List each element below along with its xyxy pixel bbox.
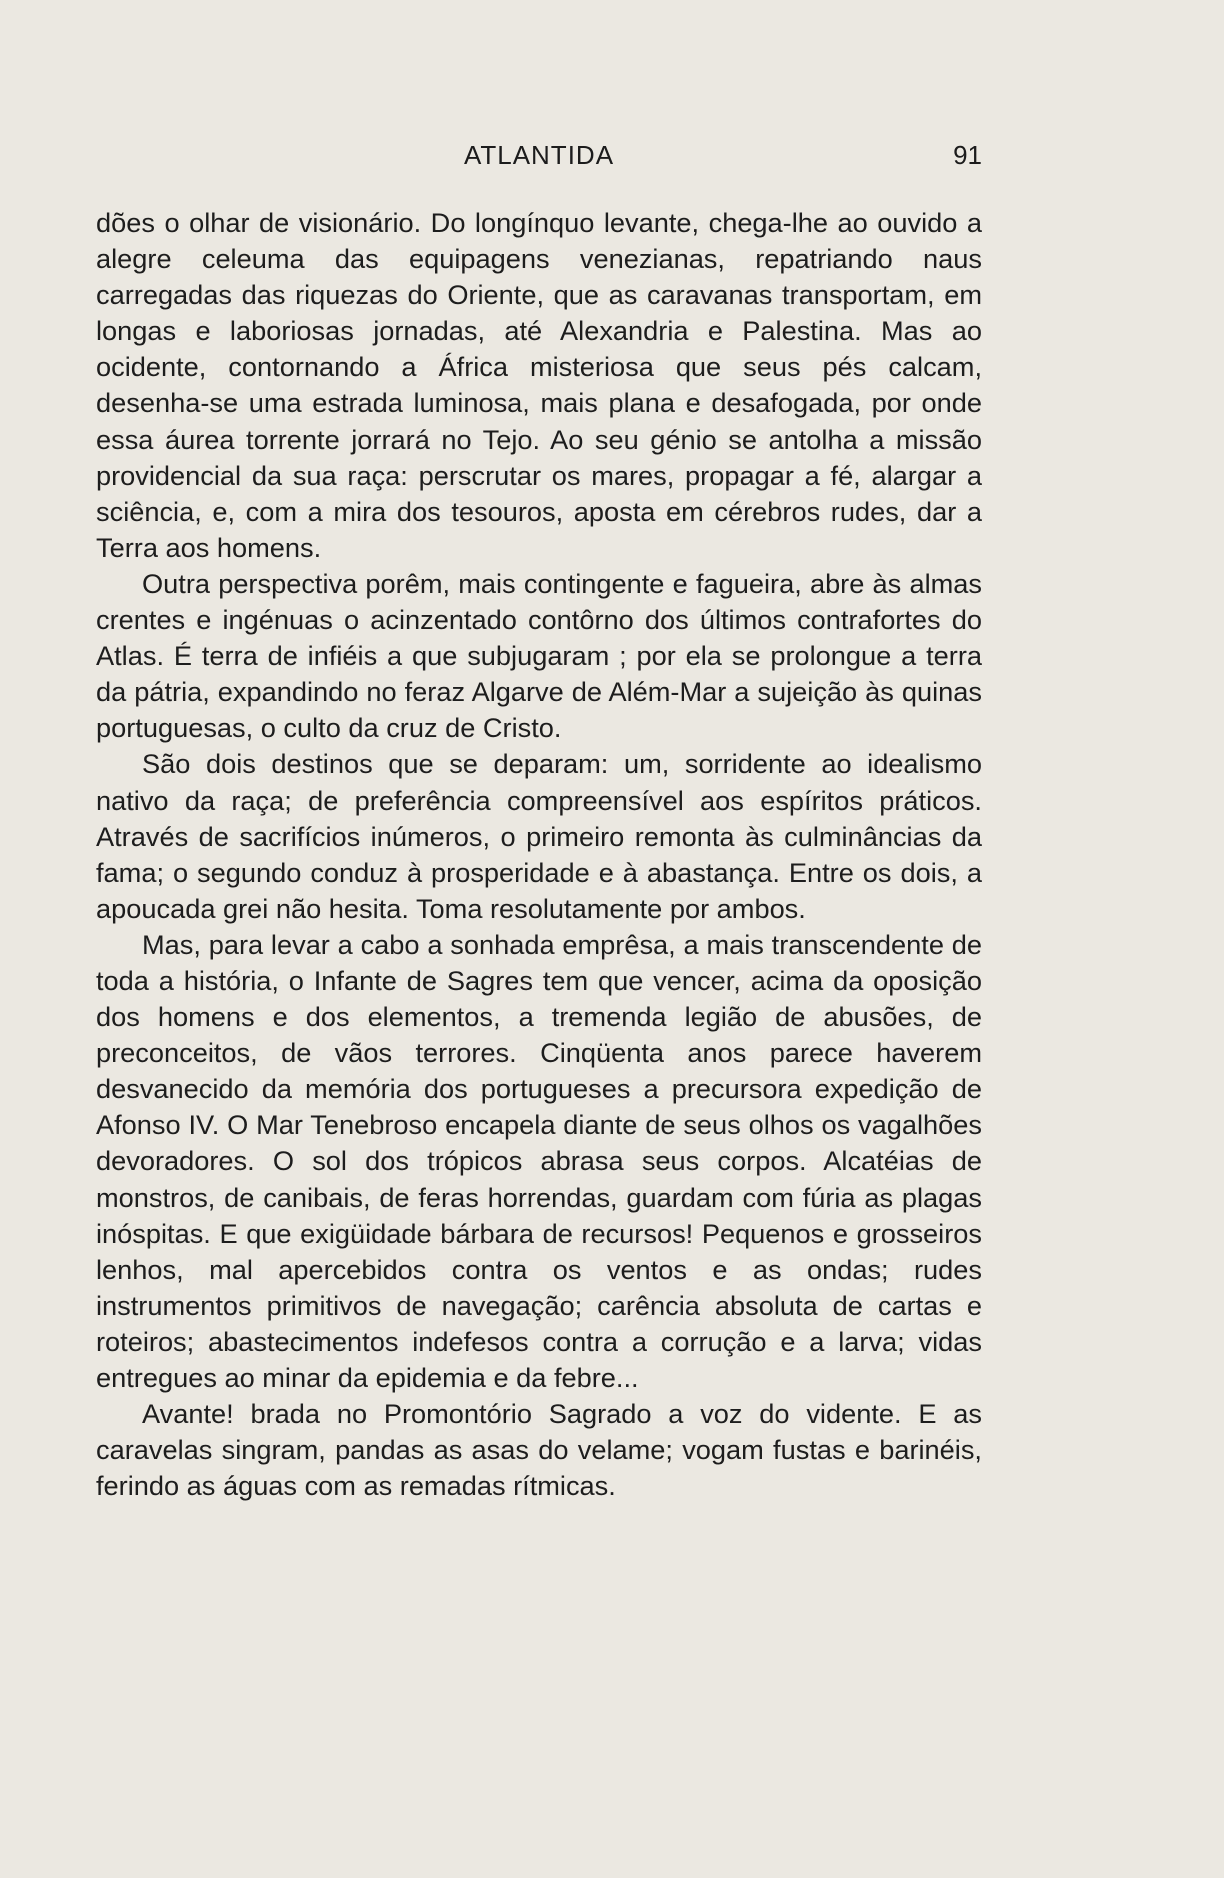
- running-header: [96, 140, 982, 180]
- paragraph-3: São dois destinos que se deparam: um, sorridente ao idealismo nativo da raça; de preferência compreensível aos espíritos práticos. Através de sacrifícios inúmeros, o primeiro remonta às culminâncias da fama; o segundo conduz à prosperidade e à abastança. Entre os dois, a apoucada grei não hesita. Toma resolutamente por ambos.: [96, 748, 982, 924]
- page-body: [96, 205, 982, 1504]
- paragraph-2: Outra perspectiva porêm, mais contingente e fagueira, abre às almas crentes e ingénuas o acinzentado contôrno dos últimos contrafortes do Atlas. É terra de infiéis a que subjugaram ; por ela se prolongue a terra da pátria, expandindo no feraz Algarve de Além-Mar a sujeição às quinas portuguesas, o culto da cruz de Cristo.: [96, 567, 982, 744]
- paragraph-4: Mas, para levar a cabo a sonhada emprêsa, a mais transcendente de toda a história, o Infante de Sagres tem que vencer, acima da oposição dos homens e dos elementos, a tremenda legião de abusões, de preconceitos, de vãos terrores. Cinqüenta anos parece haverem desvanecido da memória dos portugueses a precursora expedição de Afonso IV. O Mar Tenebroso encapela diante de seus olhos os vagalhões devoradores. O sol dos trópicos abrasa seus corpos. Alcatéias de monstros, de canibais, de feras horrendas, guardam com fúria as plagas inóspitas. E que exigüidade bárbara de recursos! Pequenos e grosseiros lenhos, mal apercebidos contra os ventos e as ondas; rudes instrumentos primitivos de navegação; carência absoluta de cartas e roteiros; abastecimentos indefesos contra a corrução e a larva; vidas entregues ao minar da epidemia e da febre...: [96, 928, 982, 1393]
- running-title: ATLANTIDA: [463, 140, 615, 170]
- paragraph-5: Avante! brada no Promontório Sagrado a voz do vidente. E as caravelas singram, pandas as asas do velame; vogam fustas e barinéis, ferindo as águas com as remadas rítmicas.: [96, 1398, 982, 1502]
- page-number: 91: [953, 140, 982, 170]
- paragraph-1: dões o olhar de visionário. Do longínquo levante, chega-lhe ao ouvido a alegre celeuma das equipagens venezianas, repatriando naus carregadas das riquezas do Oriente, que as caravanas transportam, em longas e laboriosas jornadas, até Alexandria e Palestina. Mas ao ocidente, contornando a África misteriosa que seus pés calcam, desenha-se uma estrada luminosa, mais plana e desafogada, por onde essa áurea torrente jorrará no Tejo. Ao seu génio se antolha a missão providencial da sua raça: perscrutar os mares, propagar a fé, alargar a sciência, e, com a mira dos tesouros, aposta em cérebros rudes, dar a Terra aos homens.: [96, 207, 982, 563]
